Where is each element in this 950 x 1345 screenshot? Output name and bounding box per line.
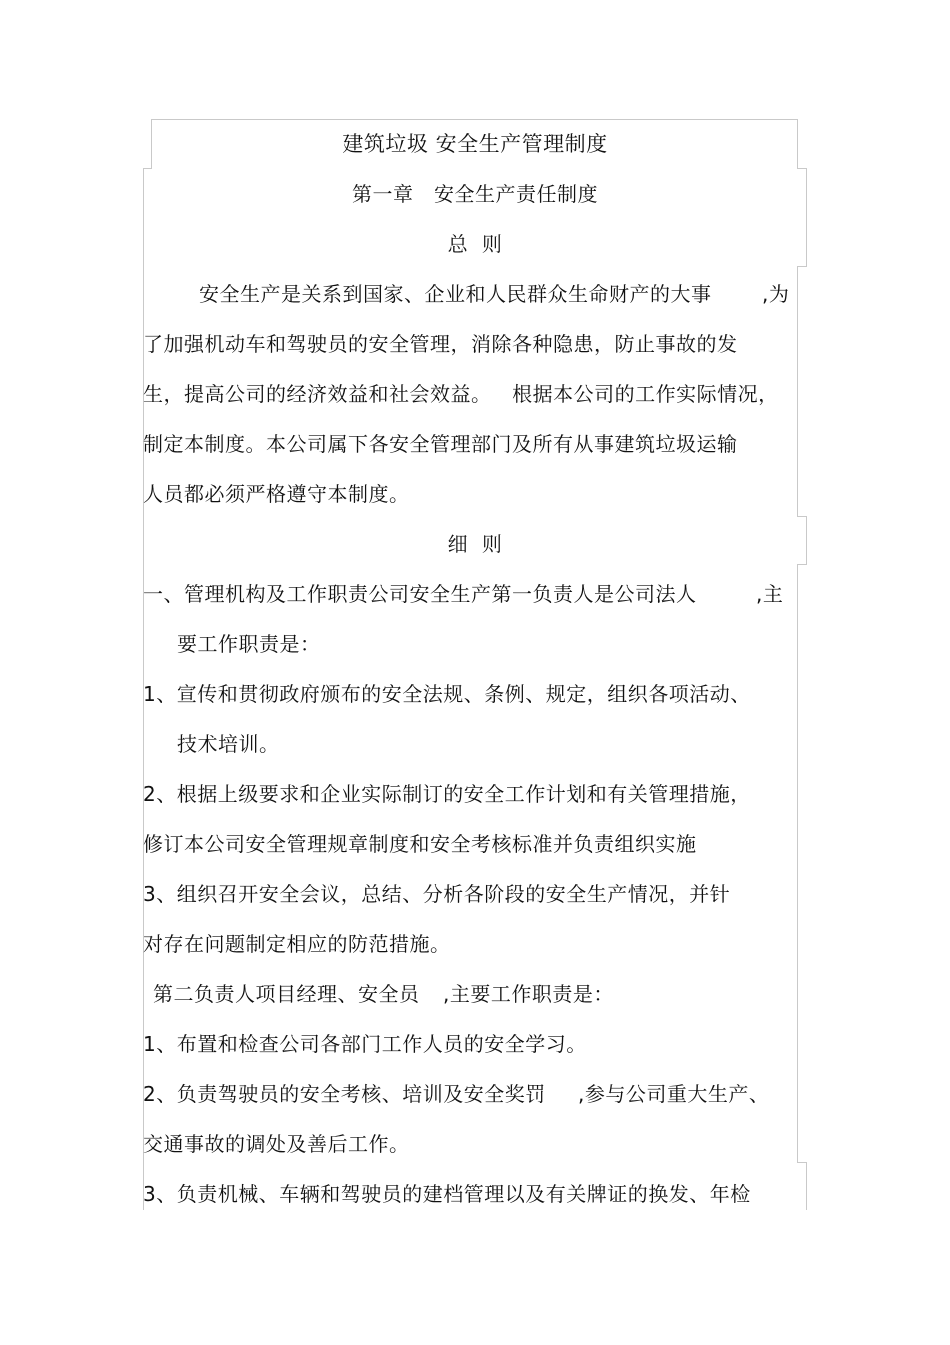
frame-top-line: [151, 119, 798, 120]
frame-right-line-2: [797, 266, 798, 516]
frame-right-step-4: [797, 564, 807, 565]
list-item: 1、布置和检查公司各部门工作人员的安全学习。: [143, 1032, 587, 1056]
frame-right-line-5: [806, 1162, 807, 1210]
paragraph-line: 了加强机动车和驾驶员的安全管理，消除各种隐患，防止事故的发: [143, 332, 738, 356]
paragraph-line: ,为: [762, 282, 790, 306]
document-title: 建筑垃圾 安全生产管理制度: [342, 132, 608, 156]
list-item: 对存在问题制定相应的防范措施。: [143, 932, 451, 956]
paragraph-line: 人员都必须严格遵守本制度。: [143, 482, 410, 506]
chapter-heading: 第一章 安全生产责任制度: [351, 182, 599, 206]
list-item: ,参与公司重大生产、: [578, 1082, 770, 1106]
list-item: 2、负责驾驶员的安全考核、培训及安全奖罚: [143, 1082, 546, 1106]
paragraph-line: 一、管理机构及工作职责公司安全生产第一负责人是公司法人: [143, 582, 697, 606]
list-item: 2、根据上级要求和企业实际制订的安全工作计划和有关管理措施，: [143, 782, 751, 806]
paragraph-line: ,主: [756, 582, 784, 606]
paragraph-line: ,主要工作职责是：: [443, 982, 614, 1006]
paragraph-line: 第二负责人项目经理、安全员: [153, 982, 420, 1006]
paragraph-line: 要工作职责是：: [177, 632, 321, 656]
list-item: 技术培训。: [177, 732, 280, 756]
section-heading-general: 总 则: [447, 232, 503, 256]
list-item: 修订本公司安全管理规章制度和安全考核标准并负责组织实施: [143, 832, 697, 856]
frame-left-step: [143, 168, 152, 169]
frame-right-step-2: [797, 266, 807, 267]
list-item: 1、宣传和贯彻政府颁布的安全法规、条例、规定，组织各项活动、: [143, 682, 751, 706]
list-item: 3、组织召开安全会议，总结、分析各阶段的安全生产情况，并针: [143, 882, 731, 906]
section-heading-detail: 细 则: [447, 532, 503, 556]
list-item: 3、负责机械、车辆和驾驶员的建档管理以及有关牌证的换发、年检: [143, 1182, 751, 1206]
paragraph-line: 安全生产是关系到国家、企业和人民群众生命财产的大事: [199, 282, 712, 306]
frame-right-line-4: [797, 564, 798, 1162]
paragraph-line: 生，提高公司的经济效益和社会效益。 根据本公司的工作实际情况，: [143, 382, 779, 406]
list-item: 交通事故的调处及善后工作。: [143, 1132, 410, 1156]
paragraph-line: 制定本制度。本公司属下各安全管理部门及所有从事建筑垃圾运输: [143, 432, 738, 456]
